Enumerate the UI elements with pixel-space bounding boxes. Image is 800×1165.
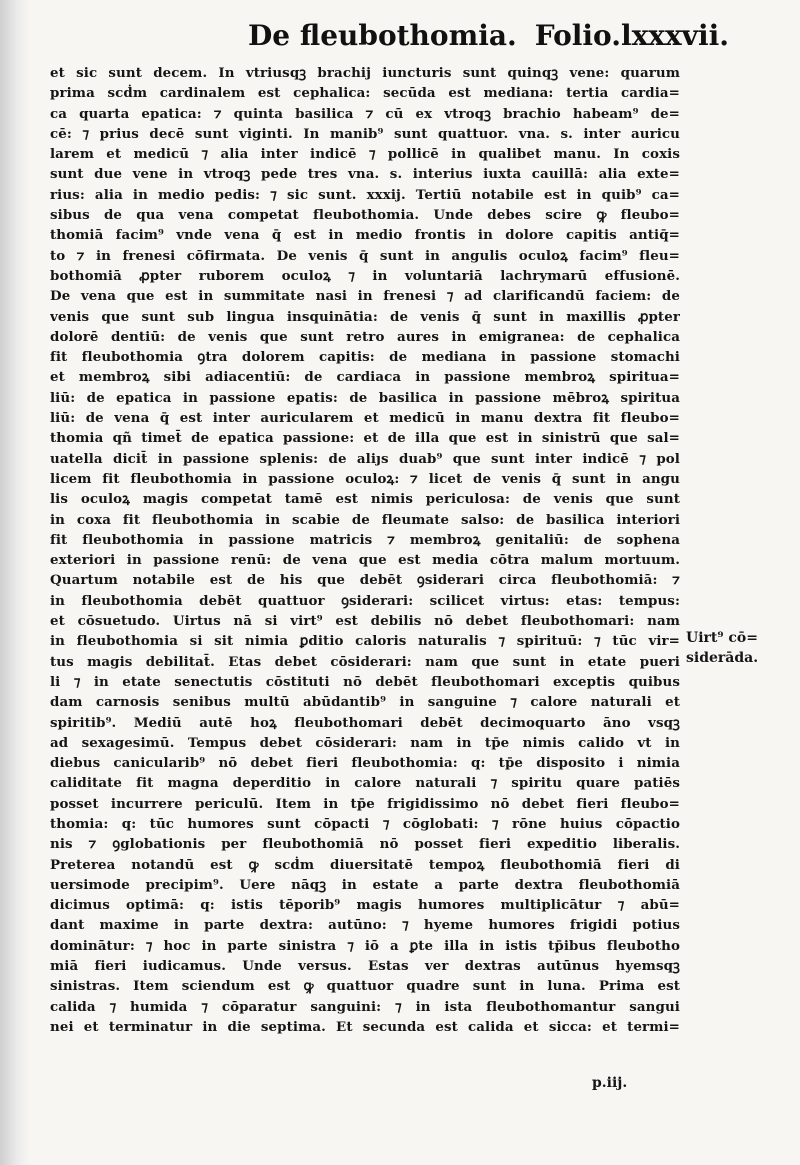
text-line: to ⁊ in frenesi cōfirmata. De venis q̄ sunt in angulis oculoꝝ facim⁹ fleu= (50, 247, 680, 264)
text-line: et cōsuetudo. Uirtus nā si virt⁹ est debilis nō debet fleubothomari: nam (50, 613, 680, 630)
text-line: fit fleubothomia in passione matricis ⁊ membroꝝ genitaliū: de sophena (50, 531, 680, 548)
text-line: lis oculoꝝ magis competat tamē est nimis periculosa: de venis que sunt (50, 491, 680, 508)
text-line: in fleubothomia debēt quattuor ꝯsiderari: scilicet virtus: etas: tempus: (50, 592, 680, 609)
text-line: et membroꝝ sibi adiacentiū: de cardiaca in passione membroꝝ spiritua= (50, 369, 680, 386)
text-line: nei et terminatur in die septima. Et secunda est calida et sicca: et termi= (50, 1018, 680, 1035)
text-line: dicimus optimā: q: istis tēporib⁹ magis humores multiplicātur ⁊ abū= (50, 897, 680, 914)
text-line: spiritib⁹. Mediū autē hoꝝ fleubothomari debēt decimoquarto āno vsqꝫ (50, 714, 680, 731)
text-line: li ⁊ in etate senectutis cōstituti nō debēt fleubothomari exceptis quibus (50, 673, 680, 690)
text-line: sibus de qua vena competat fleubothomia. Unde debes scire ꝙ fleubo= (50, 207, 680, 224)
text-line: fit fleubothomia ꝯtra dolorem capitis: de mediana in passione stomachi (50, 349, 680, 366)
text-line: caliditate fit magna deperditio in calore naturali ⁊ spiritu quare patiēs (50, 775, 680, 792)
text-line: prima scḋm cardinalem est cephalica: secūda est mediana: tertia cardia= (50, 85, 680, 102)
text-line: thomia qñ timet̄ de epatica passione: et de illa que est in sinistrū que sal= (50, 430, 680, 447)
text-line: larem et medicū ⁊ alia inter indicē ⁊ pollicē in qualibet manu. In coxis (50, 146, 680, 163)
text-line: uersimode precipim⁹. Uere nāqꝫ in estate a parte dextra fleubothomiā (50, 876, 680, 893)
text-line: cē: ⁊ prius decē sunt viginti. In manib⁹ sunt quattuor. vna. s. inter auricu (50, 125, 680, 142)
text-line: liū: de epatica in passione epatis: de basilica in passione mēbroꝝ spiritua (50, 389, 680, 406)
text-line: bothomiā ꝓpter ruborem oculoꝝ ⁊ in voluntariā lachrymarū effusionē. (50, 267, 680, 284)
text-line: dam carnosis senibus multū abūdantib⁹ in sanguine ⁊ calore naturali et (50, 694, 680, 711)
text-line: dant maxime in parte dextra: autūno: ⁊ hyeme humores frigidi potius (50, 917, 680, 934)
signature-mark: p.iij. (592, 1075, 628, 1091)
text-line: Preterea notandū est ꝙ scḋm diuersitatē tempoꝝ fleubothomiā fieri di (50, 856, 680, 873)
text-line: De vena que est in summitate nasi in frenesi ⁊ ad clarificandū faciem: de (50, 288, 680, 305)
text-line: liū: de vena q̄ est inter auricularem et medicū in manu dextra fit fleubo= (50, 410, 680, 427)
text-line: sunt due vene in vtroqꝫ pede tres vna. s. interius iuxta cauillā: alia exte= (50, 166, 680, 183)
text-line: exteriori in passione renū: de vena que est media cōtra malum mortuum. (50, 552, 680, 569)
margin-note-line: siderāda. (686, 650, 759, 666)
text-line: uatella dicit̄ in passione splenis: de aliȷs duab⁹ que sunt inter indicē ⁊ pol (50, 450, 680, 467)
text-line: miā fieri iudicamus. Unde versus. Estas ver dextras autūnus hyemsqꝫ (50, 958, 680, 975)
running-header (248, 18, 788, 54)
header-title: De fleubothomia. (248, 19, 517, 52)
text-line: rius: alia in medio pedis: ⁊ sic sunt. xxxij. Tertiū notabile est in quib⁹ ca= (50, 186, 680, 203)
text-line: posset incurrere periculū. Item in tp̄e frigidissimo nō debet fieri fleubo= (50, 795, 680, 812)
folio-number: Folio.lxxxvii. (534, 19, 729, 52)
text-line: thomiā facim⁹ vnde vena q̄ est in medio frontis in dolore capitis antiq̄= (50, 227, 680, 244)
text-line: in coxa fit fleubothomia in scabie de fleumate salso: de basilica interiori (50, 511, 680, 528)
text-line: dominātur: ⁊ hoc in parte sinistra ⁊ iō a ꝑte illa in istis tp̄ibus fleubotho (50, 937, 680, 954)
text-line: venis que sunt sub lingua insquinātia: de venis q̄ sunt in maxillis ꝓpter (50, 308, 680, 325)
margin-note-line: Uirt⁹ cō= (686, 630, 758, 646)
text-line: ca quarta epatica: ⁊ quinta basilica ⁊ cū ex vtroqꝫ brachio habeam⁹ de= (50, 105, 680, 122)
text-line: sinistras. Item sciendum est ꝙ quattuor quadre sunt in luna. Prima est (50, 978, 680, 995)
text-line: licem fit fleubothomia in passione oculoꝝ: ⁊ licet de venis q̄ sunt in angu (50, 470, 680, 487)
text-line: et sic sunt decem. In vtriusqꝫ brachij iuncturis sunt quinqꝫ vene: quarum (50, 65, 680, 81)
text-line: Quartum notabile est de his que debēt ꝯsiderari circa fleubothomiā: ⁊ (50, 572, 680, 589)
text-line: calida ⁊ humida ⁊ cōparatur sanguini: ⁊ in ista fleubothomantur sangui (50, 998, 680, 1015)
text-line: thomia: q: tūc humores sunt cōpacti ⁊ cōglobati: ⁊ rōne huius cōpactio (50, 815, 680, 832)
text-line: ad sexagesimū. Tempus debet cōsiderari: nam in tp̄e nimis calido vt in (50, 734, 680, 751)
body-text (50, 63, 680, 1037)
text-line: nis ⁊ ꝯglobationis per fleubothomiā nō posset fieri expeditio liberalis. (50, 836, 680, 853)
text-line: diebus canicularib⁹ nō debet fieri fleubothomia: q: tp̄e disposito i nimia (50, 755, 680, 772)
binding-gutter (0, 0, 30, 1165)
text-line: tus magis debilitat̄. Etas debet cōsiderari: nam que sunt in etate pueri (50, 653, 680, 670)
text-line: dolorē dentiū: de venis que sunt retro aures in emigranea: de cephalica (50, 328, 680, 345)
margin-note (686, 628, 786, 668)
text-line: in fleubothomia si sit nimia ꝑditio caloris naturalis ⁊ spirituū: ⁊ tūc vir= (50, 633, 680, 650)
